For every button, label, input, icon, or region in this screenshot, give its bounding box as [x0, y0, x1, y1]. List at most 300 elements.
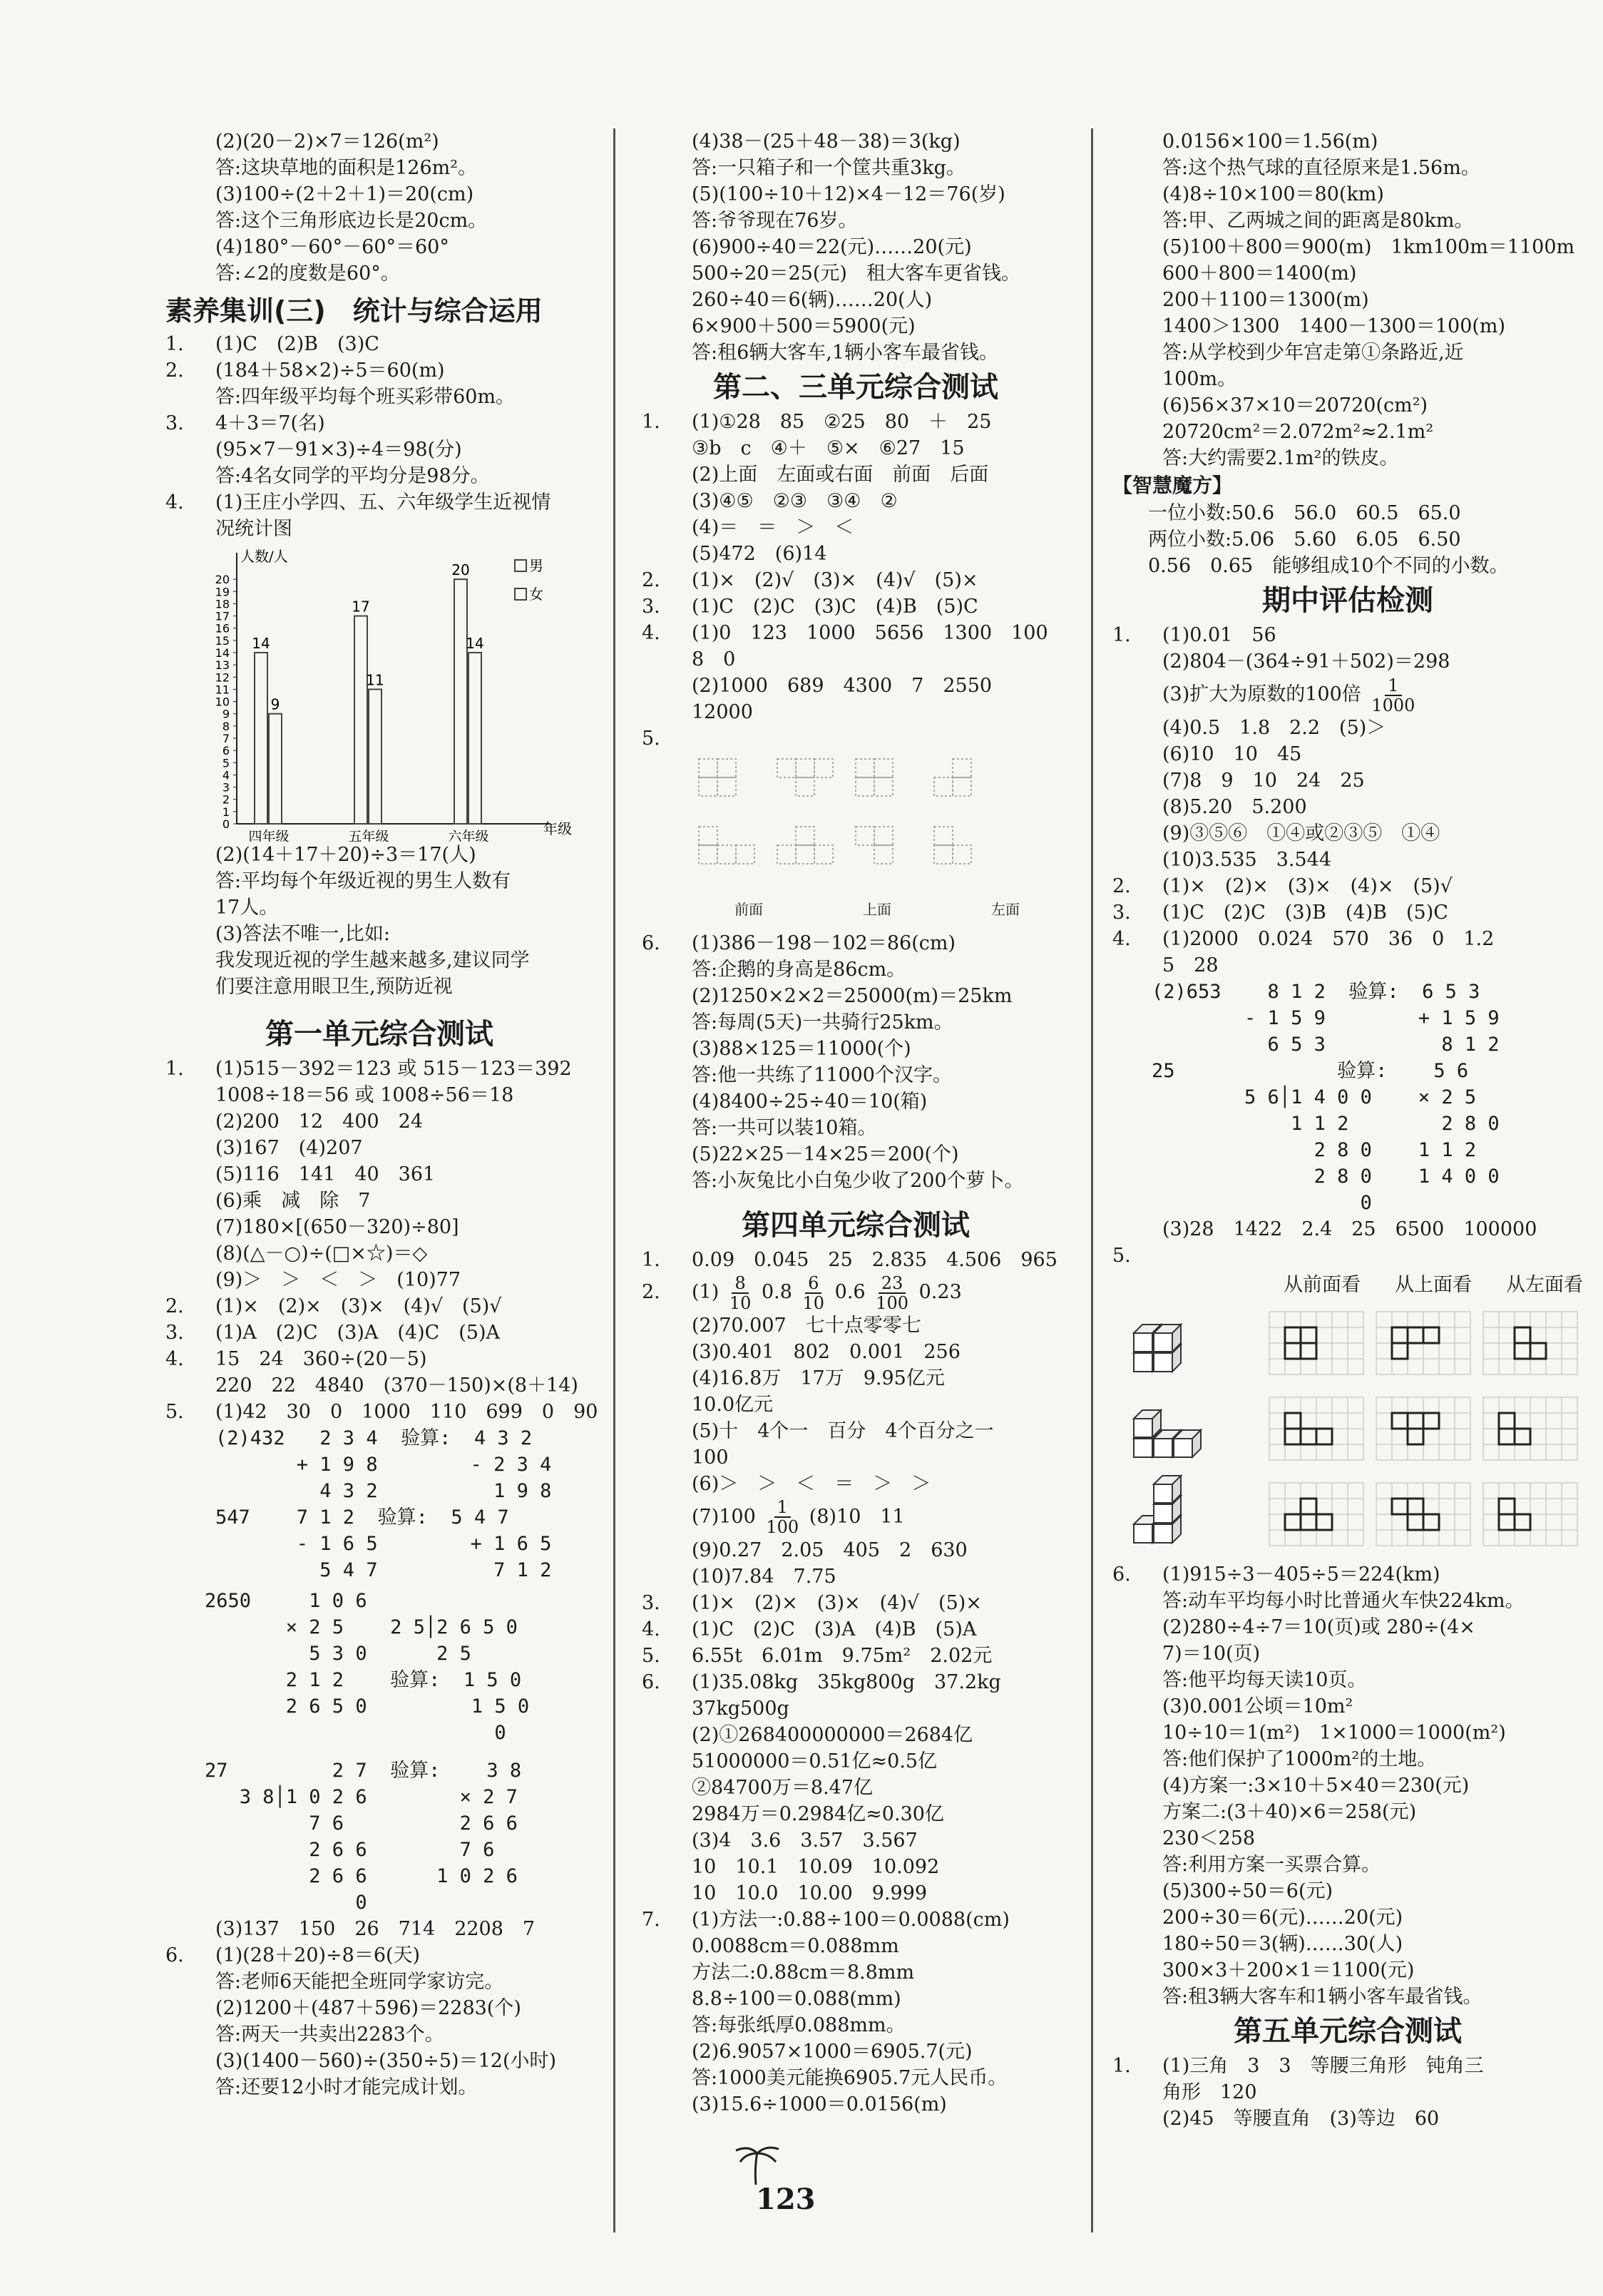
answer-line [165, 2074, 593, 2101]
grid-cell [1269, 1359, 1285, 1374]
answer-line: (4)180°－60°－60°＝60° [215, 236, 449, 258]
answer-text: 答:每周(5天)一共骑行25km。 [692, 1011, 953, 1034]
grid-cell [1499, 1343, 1515, 1359]
answer-text: 4＋3＝7(名) [215, 412, 325, 434]
answer-text: (1)2000 0.024 570 36 0 1.2 [1162, 928, 1495, 950]
answer-line: 一位小数:50.6 56.0 60.5 65.0 [1148, 502, 1461, 524]
answer-line [1112, 1614, 1583, 1641]
view-square [796, 845, 814, 864]
grid-cell [1301, 1397, 1316, 1413]
y-tick-label: 3 [222, 780, 230, 795]
view-square [717, 759, 736, 777]
grid-cell [1546, 1514, 1562, 1530]
item-number: 3. [1112, 902, 1131, 924]
grid-cell [1269, 1312, 1285, 1327]
grid-cell [1423, 1397, 1439, 1413]
answer-text: (3)28 1422 2.4 25 6500 100000 [1162, 1218, 1537, 1240]
answer-line [165, 1135, 593, 1161]
grid-cell [1562, 1327, 1577, 1343]
answer-text: (4)16.8万 17万 9.95亿元 [692, 1367, 945, 1389]
grid-cell [1285, 1312, 1301, 1327]
answer-text: (95×7－91×3)÷4＝98(分) [215, 439, 462, 461]
answer-text: 答:老师6天能把全班同学家访完。 [215, 1971, 504, 1993]
answer-text: (1)515－392＝123 或 515－123＝392 [215, 1058, 572, 1080]
cube-views-svg [1127, 1297, 1583, 1561]
category-label: 六年级 [448, 829, 489, 842]
grid-cell [1316, 1413, 1332, 1429]
answer-line [642, 593, 1070, 620]
grid-cell [1376, 1327, 1392, 1343]
grid-cell [1332, 1413, 1348, 1429]
view-square [953, 777, 971, 796]
grid-cell [1483, 1483, 1499, 1499]
answer-line [165, 384, 593, 410]
grid-cell [1285, 1327, 1301, 1343]
answer-line [642, 646, 1070, 673]
answer-text: 答:利用方案一买票合算。 [1162, 1854, 1381, 1876]
bar-男 [354, 616, 367, 824]
grid-cell [1546, 1444, 1562, 1460]
view-square [1392, 1327, 1408, 1343]
legend-swatch [515, 560, 526, 571]
answer-line [642, 1907, 1070, 1933]
views-header: 从前面看 [1284, 1274, 1361, 1296]
grid-cell [1392, 1413, 1408, 1429]
answer-text: 答:企鹅的身高是86cm。 [692, 959, 906, 981]
item-number: 3. [642, 596, 660, 618]
view-square [1285, 1514, 1301, 1530]
view-square [1316, 1514, 1332, 1530]
answer-text: (3)0.401 802 0.001 256 [692, 1340, 961, 1363]
grid-cell [1332, 1499, 1348, 1514]
grid-cell [1348, 1444, 1363, 1460]
answer-text: 8 0 [692, 648, 736, 670]
answer-block [1112, 1216, 1583, 1269]
grid-cell [1423, 1429, 1439, 1444]
grid-cell [1285, 1343, 1301, 1359]
grid-cell [1376, 1343, 1392, 1359]
palm-tree-icon [720, 2143, 806, 2186]
answer-text: 0.09 0.045 25 2.835 4.506 965 [692, 1249, 1057, 1271]
answer-line [165, 1995, 593, 2021]
answer-text: 答:小灰兔比小白兔少收了200个萝卜。 [692, 1170, 1024, 1192]
item-number: 3. [165, 1322, 184, 1344]
view-square [1499, 1429, 1515, 1444]
grid-cell [1483, 1359, 1499, 1374]
answer-line: 答:这个热气球的直径原来是1.56m。 [1162, 157, 1480, 179]
grid-cell [1546, 1327, 1562, 1343]
answer-text: 答:动车平均每小时比普通火车快224km。 [1162, 1590, 1525, 1612]
y-tick-label: 17 [215, 609, 230, 623]
view-square [796, 777, 814, 796]
grid-cell [1499, 1327, 1515, 1343]
answer-text: (2)1200＋(487＋596)＝2283(个) [215, 1997, 521, 2019]
grid-cell [1348, 1483, 1363, 1499]
answer-line [642, 1168, 1070, 1194]
cube-face [1134, 1353, 1152, 1372]
answer-line [642, 1590, 1070, 1616]
grid-cell [1316, 1397, 1332, 1413]
item-number: 1. [165, 1058, 184, 1080]
answer-text: (1)C (2)C (3)B (4)B (5)C [1162, 902, 1448, 924]
answer-block [642, 409, 1070, 752]
grid-cell [1269, 1483, 1285, 1499]
fraction: $\frac{23}{100}$ [876, 1272, 909, 1313]
answer-block [642, 1312, 1070, 1497]
answer-text: (7)180×[(650－320)÷80] [215, 1216, 459, 1238]
grid-cell [1455, 1429, 1470, 1444]
grid-cell [1439, 1444, 1455, 1460]
answer-text: 180÷50＝3(辆)……30(人) [1162, 1933, 1403, 1955]
grid-cell [1483, 1444, 1499, 1460]
view-square [874, 759, 893, 777]
y-tick-label: 16 [215, 621, 230, 636]
answer-line [1112, 1957, 1583, 1984]
answer-text: (2)上面 左面或右面 前面 后面 [692, 464, 989, 486]
view-square [1515, 1429, 1530, 1444]
grid-cell [1455, 1413, 1470, 1429]
bar-女 [269, 714, 282, 824]
answer-text: (10)3.535 3.544 [1162, 849, 1332, 871]
y-tick-label: 8 [222, 719, 230, 733]
grid-cell [1423, 1312, 1439, 1327]
item-number: 3. [165, 412, 184, 434]
answer-line [1112, 1931, 1583, 1957]
grid-cell [1439, 1530, 1455, 1546]
answer-line: 答:∠2的度数是60°。 [215, 262, 400, 285]
answer-text: (5)十 4个一 百分 4个百分之一 [692, 1419, 994, 1442]
view-square [1285, 1413, 1301, 1429]
grid-cell [1392, 1429, 1408, 1444]
view-square [1392, 1343, 1408, 1359]
grid-cell [1285, 1444, 1301, 1460]
vertical-calculation: (2)432 2 3 4 验算: 4 3 2 + 1 9 8 - 2 3 4 4 3 2 1 9 8 547 7 1 2 验算: 5 4 7 - 1 6 5 + 1 6 5 5 4 7 7 1 2 [215, 1427, 552, 1581]
grid-cell [1515, 1483, 1530, 1499]
cube-face [1154, 1333, 1172, 1352]
y-tick-label: 10 [215, 695, 230, 709]
y-tick-label: 18 [215, 597, 230, 611]
grid-cell [1499, 1499, 1515, 1514]
grid-cell [1332, 1514, 1348, 1530]
answer-text: (1)方法一:0.88÷100＝0.0088(cm) [692, 1908, 1010, 1931]
y-tick-label: 0 [222, 817, 230, 831]
grid-cell [1316, 1483, 1332, 1499]
answer-line [642, 983, 1070, 1009]
view-square [1515, 1327, 1530, 1343]
answer-line [642, 1009, 1070, 1036]
answer-line [642, 2065, 1070, 2091]
answer-text: 12000 [692, 701, 753, 723]
grid-cell [1301, 1429, 1316, 1444]
grid-cell [1455, 1514, 1470, 1530]
grid-cell [1408, 1514, 1423, 1530]
answer-line: 答:这块草地的面积是126m²。 [215, 157, 478, 179]
answer-text: (1)× (2)× (3)× (4)√ (5)× [692, 1591, 982, 1614]
cube-face [1134, 1333, 1152, 1352]
grid-cell [1376, 1312, 1392, 1327]
answer-line: 答:大约需要2.1m²的铁皮。 [1162, 447, 1399, 469]
item-number: 7. [642, 1908, 660, 1931]
answer-line [1112, 1667, 1583, 1693]
answer-line: (6)900÷40＝22(元)……20(元) [692, 236, 972, 258]
chart-svg [201, 542, 586, 842]
answer-text: 5 28 [1162, 954, 1219, 976]
grid-cell [1316, 1530, 1332, 1546]
answer-text: 100 [692, 1446, 729, 1469]
grid-cell [1562, 1429, 1577, 1444]
view-square [1285, 1429, 1301, 1444]
grid-cell [1408, 1359, 1423, 1374]
y-tick-label: 19 [215, 585, 230, 599]
answer-line: 两位小数:5.06 5.60 6.05 6.50 [1148, 529, 1461, 551]
answer-block [165, 1916, 593, 2101]
answer-line [642, 673, 1070, 699]
answer-line: (2)(20－2)×7＝126(m²) [215, 131, 439, 153]
grid-cell [1530, 1530, 1546, 1546]
grid-cell [1439, 1343, 1455, 1359]
answer-text: (2)①268400000000＝2684亿 [692, 1723, 973, 1746]
grid-cell [1301, 1327, 1316, 1343]
grid-cell [1408, 1530, 1423, 1546]
answer-text: (3)(1400－560)÷(350÷5)＝12(小时) [215, 2050, 557, 2072]
grid-cell [1483, 1343, 1499, 1359]
answer-text: 方法二:0.88cm＝8.8mm [692, 1961, 915, 1984]
data-label: 14 [252, 635, 270, 652]
item-number: 5. [642, 728, 660, 750]
grid-cell [1530, 1444, 1546, 1460]
fraction-line: (7)100 $\frac{1}{100}$ (8)10 11 [692, 1497, 905, 1537]
data-label: 17 [352, 598, 370, 616]
grid-cell [1348, 1312, 1363, 1327]
grid-cell [1483, 1312, 1499, 1327]
grid-cell [1439, 1499, 1455, 1514]
grid-cell [1269, 1530, 1285, 1546]
answer-line [1112, 715, 1583, 741]
grid-cell [1392, 1312, 1408, 1327]
grid-cell [1530, 1429, 1546, 1444]
answer-line [165, 516, 593, 542]
answer-text: (9)＞ ＞ ＜ ＞ (10)77 [215, 1269, 461, 1291]
answer-line [165, 1399, 598, 1425]
answer-line [165, 2048, 593, 2074]
grid-cell [1332, 1327, 1348, 1343]
answer-line [642, 1722, 1070, 1748]
answer-line [642, 1827, 1070, 1854]
view-square [1392, 1413, 1408, 1429]
grid-cell [1515, 1444, 1530, 1460]
view-square [1423, 1413, 1439, 1429]
answer-line [1112, 1720, 1583, 1746]
y-axis-label: 人数/人 [240, 548, 288, 565]
grid-cell [1530, 1327, 1546, 1343]
answer-line [165, 1372, 593, 1399]
grid-cell [1285, 1397, 1301, 1413]
view-square [1499, 1514, 1515, 1530]
page-number: 123 [756, 2183, 816, 2216]
grid-cell [1348, 1429, 1363, 1444]
answer-text: 0.0088cm＝0.088mm [692, 1934, 899, 1957]
grid-cell [1348, 1413, 1363, 1429]
answer-line: 17人。 [215, 897, 279, 919]
vertical-calculation: 27 2 7 验算: 3 8 3 8│1 0 2 6 × 2 7 7 6 2 6 6 2 6 6 7 6 2 6 6 1 0 2 6 0 [205, 1760, 522, 1914]
grid-cell [1301, 1413, 1316, 1429]
data-label: 11 [366, 671, 384, 689]
grid-cell [1332, 1312, 1348, 1327]
answer-text: 答:四年级平均每个班买彩带60m。 [215, 386, 516, 408]
answer-text: 答:4名女同学的平均分是98分。 [215, 465, 490, 487]
answer-text: (3)④⑤ ②③ ③④ ② [692, 490, 898, 512]
grid-cell [1483, 1499, 1499, 1514]
answer-text: 答:两天一共卖出2283个。 [215, 2024, 444, 2046]
view-square [1301, 1514, 1316, 1530]
answer-line [165, 1916, 593, 1942]
answer-line [642, 1088, 1070, 1115]
answer-text: (6)＞ ＞ ＜ ＝ ＞ ＞ [692, 1472, 931, 1495]
cube-face [1154, 1439, 1172, 1457]
y-tick-label: 12 [215, 670, 230, 685]
answer-text: (8)(△－○)÷(□×☆)＝◇ [215, 1243, 428, 1265]
grid-cell [1316, 1327, 1332, 1343]
answer-text: 51000000＝0.51亿≈0.5亿 [692, 1750, 938, 1772]
grid-cell [1269, 1413, 1285, 1429]
answer-text: (1)× (2)× (3)× (4)× (5)√ [1162, 875, 1453, 897]
grid-cell [1316, 1444, 1332, 1460]
answer-line [165, 1293, 593, 1320]
grid-cell [1285, 1530, 1301, 1546]
answer-line [1112, 1561, 1583, 1588]
grid-cell [1392, 1530, 1408, 1546]
view-drawings-svg [692, 752, 1020, 902]
view-square [1515, 1343, 1530, 1359]
answer-line [165, 437, 593, 463]
view-square [874, 827, 893, 845]
grid-cell [1423, 1514, 1439, 1530]
grid-cell [1285, 1359, 1301, 1374]
answer-line [642, 1537, 1070, 1563]
view-square [699, 827, 717, 845]
grid-cell [1530, 1483, 1546, 1499]
answer-block [1112, 500, 1583, 579]
item-number: 2. [1112, 875, 1131, 897]
answer-text: (1)0.01 56 [1162, 624, 1276, 646]
y-tick-label: 13 [215, 658, 230, 673]
section-title: 素养集训(三) 统计与综合运用 [165, 295, 543, 327]
answer-text: (3)15.6÷1000＝0.0156(m) [692, 2093, 947, 2116]
column-divider-left [613, 128, 615, 2233]
answer-line [642, 1801, 1070, 1827]
answer-text: ③b c ④＋ ⑤× ⑥27 15 [692, 437, 965, 459]
view-square [1408, 1429, 1423, 1444]
column-1 [165, 128, 598, 2101]
answer-line [642, 1115, 1070, 1141]
grid-cell [1439, 1483, 1455, 1499]
grid-cell [1546, 1343, 1562, 1359]
answer-line [642, 567, 1070, 593]
grid-cell [1562, 1397, 1577, 1413]
grid-cell [1423, 1530, 1439, 1546]
answer-text: (5)472 (6)14 [692, 543, 827, 565]
grid-cell [1376, 1483, 1392, 1499]
section-title: 第一单元综合测试 [265, 1018, 493, 1051]
answer-text: 况统计图 [215, 518, 292, 540]
answer-line [165, 1942, 593, 1969]
answer-line [1112, 794, 1583, 820]
answer-line [1112, 741, 1583, 767]
view-square [1301, 1327, 1316, 1343]
answer-text: (2)6.9057×1000＝6905.7(元) [692, 2040, 973, 2063]
answer-text: 方案二:(3＋40)×6＝258(元) [1162, 1801, 1417, 1823]
grid-cell [1269, 1397, 1285, 1413]
grid-cell [1439, 1413, 1455, 1429]
grid-cell [1499, 1429, 1515, 1444]
answer-block [1112, 128, 1583, 471]
bar-chart [201, 542, 593, 842]
answer-line [1112, 1772, 1583, 1799]
answer-line [1112, 767, 1583, 794]
answer-line [642, 409, 1070, 435]
grid-cell [1483, 1397, 1499, 1413]
answer-line: 答:一只箱子和一个筐共重3kg。 [692, 157, 966, 179]
fraction: $\frac{8}{10}$ [729, 1272, 752, 1313]
grid-cell [1269, 1429, 1285, 1444]
grid-cell [1515, 1397, 1530, 1413]
grid-cell [1376, 1514, 1392, 1530]
answer-line: 0.0156×100＝1.56(m) [1162, 131, 1378, 153]
bar-女 [468, 653, 481, 824]
answer-line [642, 541, 1070, 567]
grid-cell [1423, 1444, 1439, 1460]
answer-line [165, 1161, 593, 1188]
grid-cell [1530, 1312, 1546, 1327]
grid-cell [1423, 1359, 1439, 1374]
answer-line [165, 1056, 593, 1082]
answer-line [1112, 1243, 1583, 1269]
answer-text: 2984万＝0.2984亿≈0.30亿 [692, 1802, 944, 1825]
vertical-calculation: 2650 1 0 6 × 2 5 2 5│2 6 5 0 5 3 0 2 5 2 1 2 验算: 1 5 0 2 6 5 0 1 5 0 0 [205, 1590, 530, 1744]
answer-text: (2)280÷4÷7＝10(页)或 280÷(4× [1162, 1616, 1475, 1638]
answer-text: (1)C (2)C (3)A (4)B (5)A [692, 1618, 977, 1641]
category-label: 四年级 [248, 829, 290, 842]
grid-cell [1392, 1343, 1408, 1359]
grid-cell [1499, 1359, 1515, 1374]
grid-cell [1301, 1312, 1316, 1327]
answer-line [165, 1346, 593, 1372]
grid-cell [1376, 1413, 1392, 1429]
grid-cell [1392, 1397, 1408, 1413]
answer-text: 角形 120 [1162, 2081, 1257, 2103]
view-label: 左面 [991, 901, 1020, 918]
answer-line [165, 1267, 593, 1293]
grid-cell [1285, 1413, 1301, 1429]
grid-cell [1301, 1359, 1316, 1374]
answer-line [1112, 952, 1583, 979]
answer-line [1112, 820, 1583, 847]
y-tick-label: 15 [215, 633, 230, 648]
answer-block [1112, 715, 1583, 979]
answer-block [1112, 1561, 1583, 2010]
view-square [934, 845, 953, 864]
answer-line [642, 1933, 1070, 1959]
answer-line [1112, 847, 1583, 873]
answer-text: 220 22 4840 (370－150)×(8＋14) [215, 1374, 578, 1397]
grid-cell [1546, 1483, 1562, 1499]
answer-text: 1008÷18＝56 或 1008÷56＝18 [215, 1084, 514, 1106]
answer-block [1112, 622, 1583, 675]
answer-line [165, 1969, 593, 1995]
legend-label: 女 [529, 586, 543, 603]
answer-text: (1)C (2)C (3)C (4)B (5)C [692, 596, 978, 618]
answer-line: 500÷20＝25(元) 租大客车更省钱。 [692, 262, 1020, 285]
